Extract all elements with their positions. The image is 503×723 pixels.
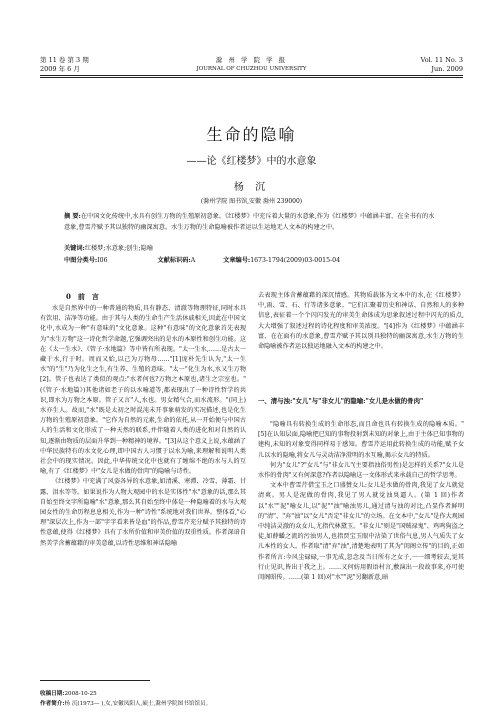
volume-cn: 第 11 卷 第 3 期	[40, 56, 89, 64]
received-date: 2008-10-25	[64, 691, 97, 697]
abstract-label: 摘 要:	[64, 213, 81, 220]
clc-label: 中图分类号:	[64, 257, 98, 264]
author-bio-label: 作者简介:	[40, 701, 65, 707]
author-affiliation: (滁州学院 图书馆,安徽 滁州 239000)	[200, 198, 303, 205]
footnote-received	[40, 690, 97, 698]
section-heading-1: 一、清与浊:"女儿"与"非女儿"的隐喻:"女儿是水做的骨肉"	[258, 397, 424, 405]
body-paragraph: 水是自然界中的一种普通的物质,具有静态、清澈等物理特征,同时水具有饮用、洁净等功能。由于其与人类的生命生产生活休戚相关,因此在中国文化中,水成为一种"有意味的"文化意象。这种"有意味"的文化意象首先表现为"水生万物"这一诗化哲学命题,它强调突出的是水的本原性和创生功能。这在《太一生水》、《管子·水地篇》等中皆有所表现。"太一生水,……是古太一藏于水,行于时。周而又始,以己为万物母……"[1]庞朴先生认为,"太一生水"的"生"乃为化生之生,有生养、生殖的意味。"太一"化生为水,水又生万物[2]。管子也表达了类似的观点:"水者何也?万物之本原也,诸生之宗室也。"(《管子·水地篇》)其他诸如老子的以水喻道等,都表现出了一种诗性哲学的共识,即水为万物之本原。管子又言"人,水也。男女精气合,而水流形。"(同上)水亦生人。故而,"水"既是太初之时混沌未开事象萌发的实况描述,也是化生万物的生殖原初意象。"它作为自然的元素,生命的依托,从一开始便与中国古人的生活和文化形成了一种天然的联系,并伴随着人类的进化和对自然的认知,逐渐由物质的层面升华到一种精神的境界。"[3]从这个意义上说,水蕴涵了中华民族特有的水文化心理,即中国古人习惯于以水为喻,来理解和说明人类社会中的现实情况。因此,中华传统文化中也就有了缠绵不绝的水与人的互喻,有了《红楼梦》中"女儿是水做的骨肉"的隐喻与诗性。	[40, 305, 246, 476]
journal-title-cn: 滁 州 学 院 学 报	[215, 56, 288, 64]
clc-code: I06	[97, 257, 108, 264]
abstract-text: 在中国文化传统中,水具有创生万物的生殖原初意象。《红楼梦》中充斥着大量的水意象,作为《红楼梦》中蕴涵丰富、在全书有的水意象,曹雪芹赋予其以独特的幽深寓意。水生万物的生命隐喻被作者运以生运地无人文本的构建之中。	[64, 213, 435, 231]
keywords-label: 关键词:	[64, 245, 85, 252]
doc-code-label: 文献标识码:	[157, 257, 191, 264]
author-bio: 杨 沉(1973— ),女,安徽凤阳人,硕士,滁州学院图书馆馆员。	[64, 701, 212, 707]
journal-title-en: JOURNAL OF CHUZHOU UNIVERSITY	[196, 66, 307, 72]
classification-line	[64, 256, 440, 267]
keywords	[64, 244, 440, 255]
volume-en: Vol. 11 No. 3	[420, 56, 463, 64]
section-heading-intro: 0 前 言	[66, 292, 99, 301]
date-cn: 2009 年 6 月	[40, 65, 80, 73]
article-title: 生命的隐喻	[206, 125, 297, 144]
body-paragraph: 去表现主体含蓄蕴藉的深沉情感。其物质载体为文本中的水,在《红楼梦》中,雨、雪、石、行等诸多意象。"它们汇聚着历史和神话、自然和人的多种信息,表征着一个个闪闪发光的审美生命体成为思象叙述过程中闪光的质点,大大增强了叙述过程的诗化程度和审美浓度。"[4]作为《红楼梦》中蕴涵丰富、在在面有的水意象,曹雪芹赋予其以别具独特的幽深寓意,水生万物的生命隐喻被作者运以独运地融入文本的构建之中。	[258, 292, 464, 351]
right-column-top	[258, 291, 464, 393]
footnote-author	[40, 700, 211, 708]
article-subtitle: ——论《红楼梦》中的水意象	[186, 156, 317, 167]
received-label: 收稿日期:	[40, 691, 65, 697]
article-id-label: 文章编号:	[223, 257, 251, 264]
abstract	[64, 212, 440, 233]
body-paragraph: 文本中曹雪芹借宝玉之口盛赞女儿:女儿是水做的骨肉,我见了女儿就觉清爽。男人是泥做的骨肉,我见了男人就觉浊臭逼人。(第 1 回)作者以"水""泥"喻女儿,以"泥""浊"喻浊男儿,通过清与浊的对比,凸显作者鲜明的"清"、"弃"浊"以"女儿"否定"非女儿"的立场。在文本中,"女儿"是作大观园中纯洁灵澈的众女儿,尤指代林黛玉。"非女儿"则是"国贼禄鬼"、鸡鸣狗盗之徒,如薛蟠之流的污浊男人,也指贾宝玉眼中沾染了世俗气息,男人气质失了女儿本性的女人。作者取"清"弃"浊",清楚地表明了其为"闺阁立传"的目的,正如作者所言:今风尘碌碌,一事无成,忽念及当日所有之女子,一一细考较去,觉其行止见识,皆出于我之上。……又何妨用假语村言,敷演出一段故事来,亦可使闺阁昭传。……(第 1 回)对"水""泥"另翻新意,暗	[258, 482, 464, 582]
header-rule	[40, 75, 463, 76]
author-name: 杨 沉	[233, 182, 270, 193]
doc-code: A	[190, 257, 196, 264]
body-paragraph: 《红楼梦》中充满了风姿各异的水意象,如清溪、寒潭、冷雪、薄霜、甘露、泪水等等。如果说作为人物大观园中的水是实体性"水"意象的话,那么其自始至终文字所隐喻"水"意象,那么其自始至终中体是一种隐喻着的水与大观园女性的生命历程息息相关,作为一种"诗性"系统地对我们世界。整体看,"心理"深层次上,作为一部"字字看来皆是血"的作品,曹雪芹充分赋予其独特的诗性意蕴,使得《红楼梦》具有了水所价值和审美价值的双重性质。作者深谙自然美学含蓄蕴藉的审美意蕴,以诗性思维和神话隐喻	[40, 478, 246, 547]
left-column	[40, 304, 246, 676]
footnote-rule	[40, 680, 150, 681]
keywords-text: 红楼梦;水意象;创生;隐喻	[84, 245, 153, 252]
body-paragraph: "隐喻具有转换生成的生命形态,而且命也具有转换生成的隐喻本质。"[5]在认知层面,隐喻把已知的事物投射到未知的对象上,由于主体已知事物的建构,未知的对象变得同样易于感知。曹雪芹运用此转换生成的功能,赋予女儿以水的隐喻,将女儿与灵动洁净澄明的水互喻,揭示女儿的特质。	[258, 421, 464, 459]
article-id: 1673-1794(2009)03-0015-04	[250, 257, 341, 264]
right-column-bottom	[258, 420, 464, 716]
date-en: Jun. 2009	[431, 65, 463, 73]
header-rule-2	[40, 77, 463, 78]
body-paragraph: 何为"女儿"?"女儿"与"非女儿"(主要指浊俗男性)是怎样的关系?"女儿是水作的骨肉"又有何深意?作者以隐喻这一文体形式来承载自己的哲学思考。	[258, 461, 464, 480]
